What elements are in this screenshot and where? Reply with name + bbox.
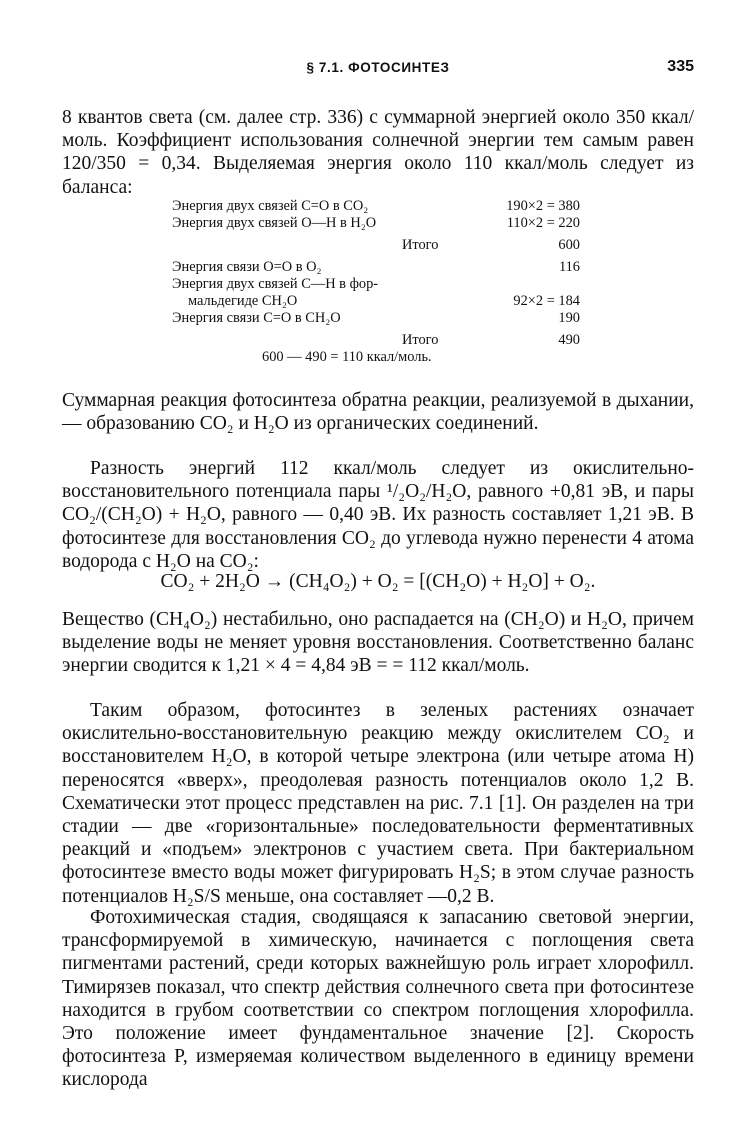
energy-balance-table bbox=[172, 198, 580, 366]
row-label: Итого bbox=[402, 332, 439, 348]
row-label: Энергия двух связей O—H в H₂O bbox=[172, 215, 377, 231]
paragraph-substance: Вещество (CH₄O₂) нестабильно, оно распадается на (CH₂O) и H₂O, причем выделение воды не меняет уровня восстановления. Соответственно баланс энергии сводится к 1,21 × 4 = 4,84 эВ = = 112 ккал/моль. bbox=[62, 609, 694, 677]
table-row bbox=[172, 293, 580, 310]
table-row bbox=[172, 276, 580, 293]
row-label: Энергия связи C=O в CH₂O bbox=[172, 310, 341, 326]
row-value: 490 bbox=[558, 332, 580, 348]
row-value: 190×2 = 380 bbox=[506, 198, 580, 214]
row-value: 92×2 = 184 bbox=[513, 293, 580, 309]
row-label: Энергия связи O=O в O₂ bbox=[172, 259, 322, 275]
row-value: 600 bbox=[558, 237, 580, 253]
paragraph-redox: Таким образом, фотосинтез в зеленых растениях означает окислительно-восстановительную реакцию между окислителем CO₂ и восстановителем H₂O, в которой четыре электрона (или четыре атома H) переносятся «вверх», преодолевая разность потенциалов около 1,2 В. Схематически этот процесс представлен на рис. 7.1 [1]. Он разделен на три стадии — две «горизонтальные» последовательности ферментативных реакций и «подъем» электронов с участием света. При бактериальном фотосинтезе вместо воды может фигурировать H₂S; в этом случае разность потенциалов H₂S/S меньше, она составляет —0,2 В. bbox=[62, 700, 694, 907]
row-label: Итого bbox=[402, 237, 439, 253]
table-result-row bbox=[172, 349, 580, 366]
row-value: 116 bbox=[558, 259, 580, 275]
page-number: 335 bbox=[667, 58, 694, 75]
row-label: Энергия двух связей C—H в фор- bbox=[172, 276, 379, 292]
paragraph-photochemical-stage: Фотохимическая стадия, сводящаяся к запасанию световой энергии, трансформируемой в химическую, начинается с поглощения света пигментами растений, среди которых важнейшую роль играет хлорофилл. Тимирязев показал, что спектр действия солнечного света при фотосинтезе находится в грубом соответствии со спектром поглощения хлорофилла. Это положение имеет фундаментальное значение [2]. Скорость фотосинтеза P, измеряемая количеством выделенного в единицу времени кислорода bbox=[62, 907, 694, 1091]
table-row-total bbox=[172, 332, 580, 349]
paragraph-quanta: 8 квантов света (см. далее стр. 336) с суммарной энергией около 350 ккал/моль. Коэффициент использования солнечной энергии тем самым равен 120/350 = 0,34. Выделяемая энергия около 110 ккал/моль следует из баланса: bbox=[62, 107, 694, 198]
running-head: § 7.1. ФОТОСИНТЕЗ bbox=[306, 60, 450, 75]
row-label: Энергия двух связей C=O в CO₂ bbox=[172, 198, 369, 214]
row-label: мальдегиде CH₂O bbox=[188, 293, 298, 309]
table-row bbox=[172, 215, 580, 232]
balance-result: 600 — 490 = 110 ккал/моль. bbox=[262, 349, 432, 365]
reaction-equation: CO₂ + 2H₂O → (CH₄O₂) + O₂ = [(CH₂O) + H₂O] + O₂. bbox=[160, 571, 596, 592]
paragraph-energy-difference: Разность энергий 112 ккал/моль следует из окислительно-восстановительного потенциала пары ¹/₂O₂/H₂O, равного +0,81 эВ, и пары CO₂/(CH₂O) + H₂O, равного — 0,40 эВ. Их разность составляет 1,21 эВ. В фотосинтезе для восстановления CO₂ до углевода нужно перенести 4 атома водорода с H₂O на CO₂: bbox=[62, 458, 694, 572]
page-header bbox=[62, 56, 694, 82]
row-value: 190 bbox=[558, 310, 580, 326]
table-row bbox=[172, 310, 580, 327]
table-row bbox=[172, 198, 580, 215]
table-row bbox=[172, 259, 580, 276]
table-row-total bbox=[172, 237, 580, 254]
row-value: 110×2 = 220 bbox=[506, 215, 580, 231]
paragraph-summary-reaction: Суммарная реакция фотосинтеза обратна реакции, реализуемой в дыхании, — образованию CO₂ и H₂O из органических соединений. bbox=[62, 390, 694, 435]
